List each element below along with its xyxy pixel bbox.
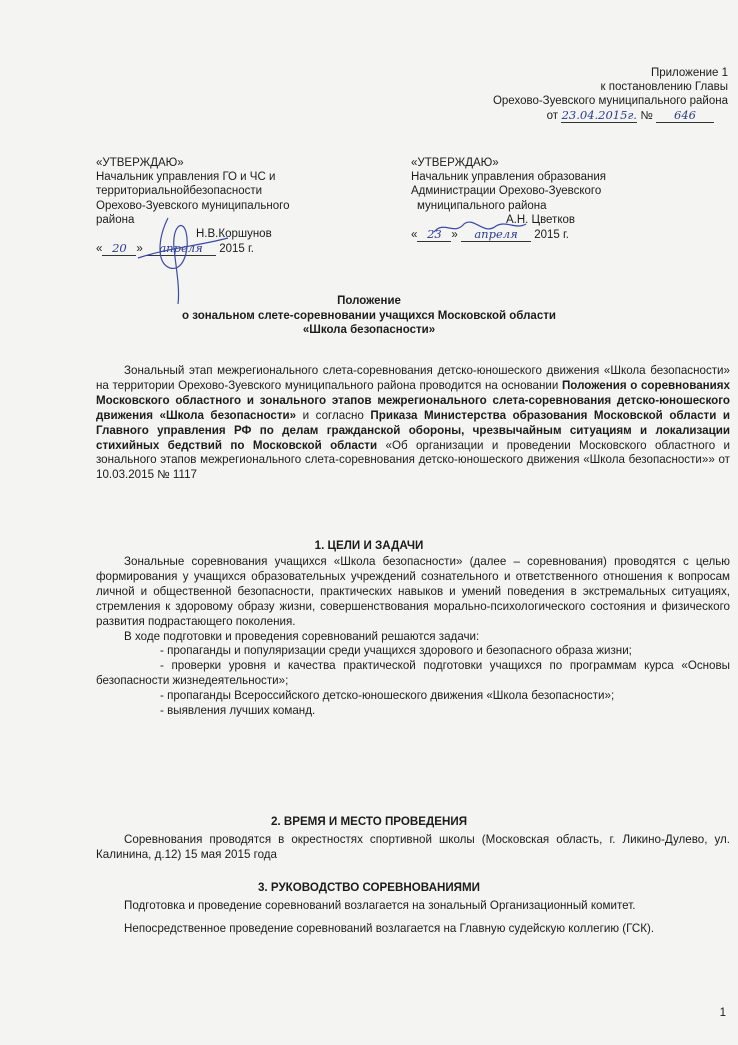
- attachment-line-3: Орехово-Зуевского муниципального района: [492, 95, 728, 107]
- section-3-paragraph-2: Непосредственное проведение соревнований возлагается на Главную судейскую коллегию (ГСК).: [124, 921, 655, 935]
- signature-left: [128, 208, 248, 308]
- section-1-body: [96, 555, 730, 719]
- list-item: - выявления лучших команд.: [160, 704, 316, 718]
- approval-left-line-4: района: [96, 213, 135, 226]
- section-2-heading: 2. ВРЕМЯ И МЕСТО ПРОВЕДЕНИЯ: [270, 815, 468, 828]
- approval-left-year: 2015 г.: [219, 243, 254, 256]
- page-number: 1: [719, 1007, 726, 1019]
- approval-left-line-3: Орехово-Зуевского муниципального: [96, 199, 290, 212]
- approval-right-year: 2015 г.: [534, 229, 569, 242]
- handwritten-number: 646: [656, 108, 714, 123]
- section-3-heading: 3. РУКОВОДСТВО СОРЕВНОВАНИЯМИ: [257, 881, 480, 894]
- attachment-line-1: Приложение 1: [650, 67, 728, 79]
- intro-text-bold-b: Положения о соревнованиях Московского областного и зонального этапов межрегионального слета-соревнования детско-юношеского движения «Школа безопасности»: [96, 378, 730, 422]
- quote-close: »: [451, 229, 458, 242]
- intro-text-e: «Об организации и проведении Московского областного и зонального этапов межрегионального слета-соревнования детско-юношеского движения «Школа безопасности»» от 10.03.2015 № 1117: [96, 438, 731, 482]
- date-prefix: от: [546, 110, 559, 122]
- attachment-block: [493, 66, 728, 123]
- intro-text-c: и согласно: [296, 408, 371, 422]
- handwritten-month: апреля: [461, 227, 531, 242]
- approval-left-name: Н.В.Коршунов: [196, 228, 272, 241]
- section-2-body: [96, 833, 730, 863]
- handwritten-month: апреля: [146, 241, 216, 256]
- title-line-3: «Школа безопасности»: [302, 324, 436, 336]
- list-item: - пропаганды Всероссийского детско-юношеского движения «Школа безопасности»;: [160, 689, 615, 703]
- attachment-line-2: к постановлению Главы: [600, 81, 728, 93]
- section-1-paragraph-2: В ходе подготовки и проведения соревнований решаются задачи:: [124, 629, 480, 643]
- approval-left-line-1: Начальник управления ГО и ЧС и: [96, 171, 276, 184]
- attachment-date-line: [493, 108, 714, 123]
- section-1-heading: 1. ЦЕЛИ И ЗАДАЧИ: [314, 539, 424, 552]
- approval-left-head: «УТВЕРЖДАЮ»: [96, 157, 184, 169]
- approval-right-line-3: муниципального района: [417, 199, 547, 212]
- intro-text-a: Зональный этап межрегионального слета-соревнования детско-юношеского движения «Школа безопасности» на территории Орехово-Зуевского муниципального района проводится на основании: [96, 364, 730, 392]
- signature-right: [430, 218, 530, 238]
- title-line-2: о зональном слете-соревновании учащихся Московской области: [182, 309, 556, 322]
- approval-right-line-2: Администрации Орехово-Зуевского: [411, 185, 602, 198]
- quote-open: «: [411, 229, 418, 242]
- approval-right-line-1: Начальник управления образования: [411, 171, 607, 184]
- number-label: №: [640, 110, 653, 122]
- handwritten-date: 23.04.2015г.: [561, 108, 637, 122]
- quote-close: »: [136, 243, 143, 256]
- approval-left-line-2: территориальнойбезопасности: [96, 185, 263, 198]
- section-2-paragraph-1: Соревнования проводятся в окрестностях спортивной школы (Московская область, г. Ликино-Дулево, ул. Калинина, д.12) 15 мая 2015 года: [96, 833, 730, 861]
- section-3-body: [96, 899, 730, 937]
- intro-text-bold-d: Приказа Министерства образования Московской области и Главного управления РФ по делам гражданской обороны, чрезвычайным ситуациям и локализации стихийных бедствий по Московской области: [96, 408, 731, 452]
- section-1-paragraph-1: Зональные соревнования учащихся «Школа безопасности» (далее – соревнования) проводятся с целью формирования у учащихся образовательных учреждений сознательного и ответственного отношения к вопросам личной и общественной безопасности, практических навыков и умений поведения в экстремальных ситуациях, стремления к здоровому образу жизни, совершенствования морально-психологического состояния и физического развития подрастающего поколения.: [96, 555, 730, 628]
- title-line-1: Положение: [337, 295, 401, 307]
- approval-right-name: А.Н. Цветков: [506, 213, 575, 226]
- list-item: - пропаганды и популяризации среди учащихся здорового и безопасного образа жизни;: [160, 644, 632, 658]
- document-title: [0, 294, 738, 338]
- list-item: - проверки уровня и качества практической подготовки учащихся по программам курса «Основы безопасности жизнедеятельности»;: [96, 659, 730, 688]
- approval-right-head: «УТВЕРЖДАЮ»: [411, 157, 499, 169]
- section-3-paragraph-1: Подготовка и проведение соревнований возлагается на зональный Организационный комитет.: [124, 899, 636, 912]
- handwritten-day: 23: [417, 227, 451, 242]
- quote-open: «: [96, 243, 103, 256]
- handwritten-day: 20: [102, 241, 136, 256]
- intro-paragraph: [96, 364, 730, 483]
